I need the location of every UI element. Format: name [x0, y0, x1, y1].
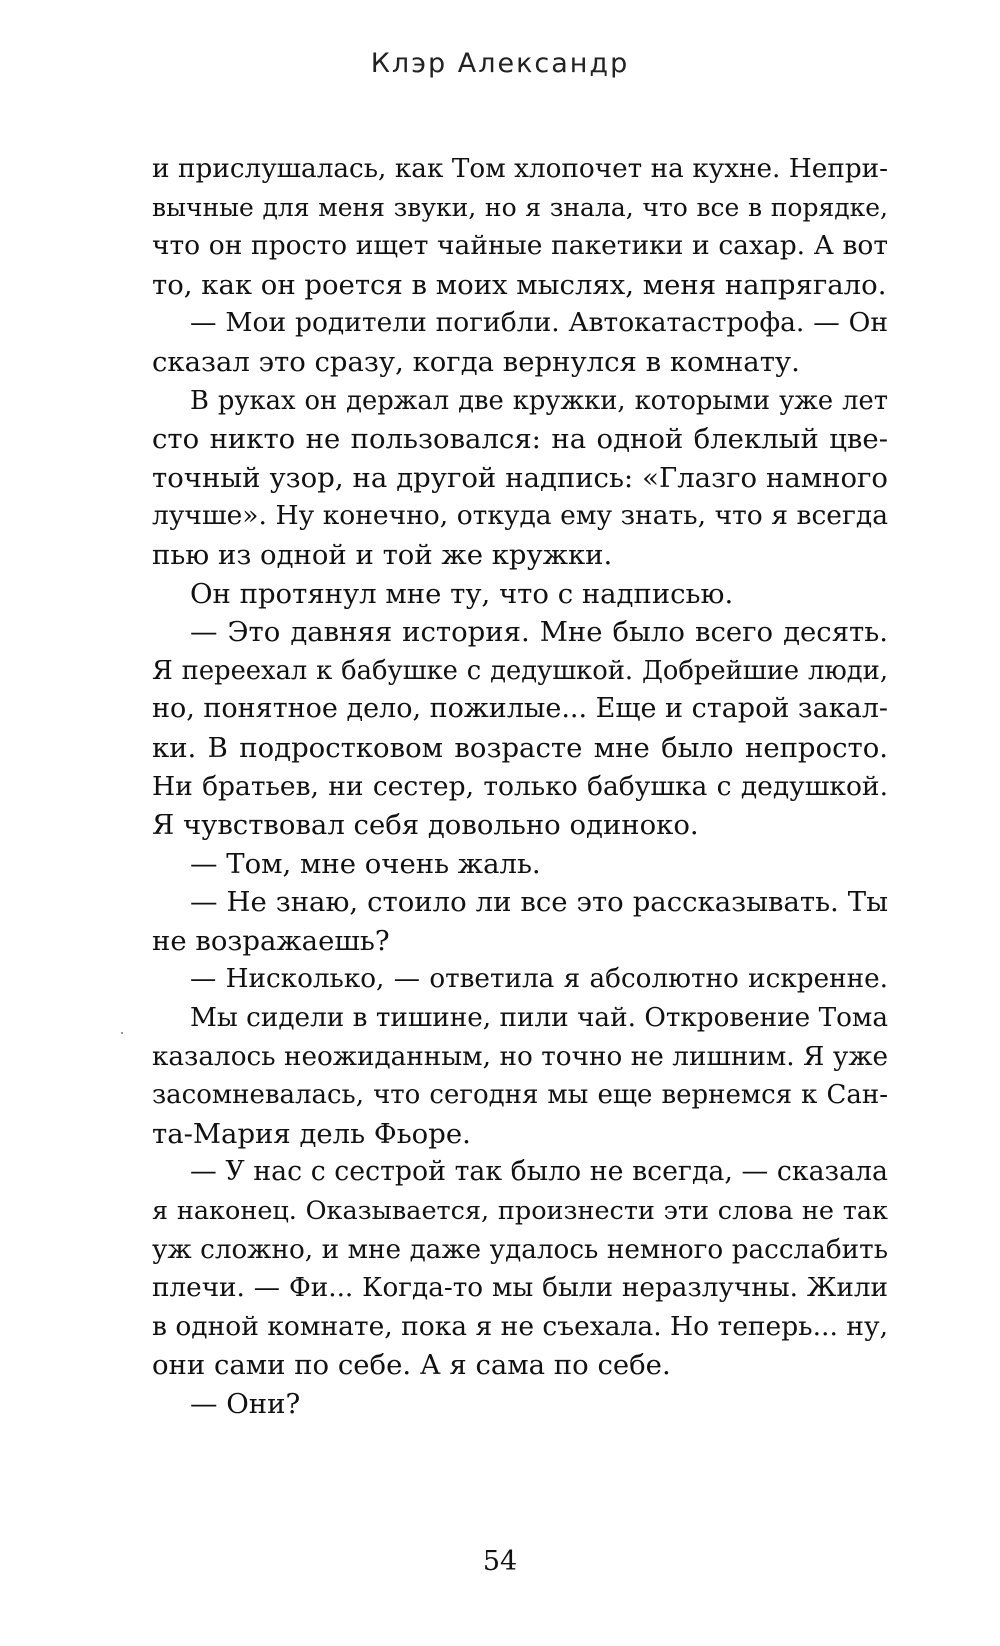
margin-speck	[121, 1032, 123, 1034]
text-line: — Том, мне очень жаль.	[190, 847, 541, 880]
text-line: уж сложно, и мне даже удалось немного расслабить	[152, 1234, 888, 1265]
text-line: плечи. — Фи... Когда-то мы были неразлучны. Жили	[152, 1273, 888, 1304]
text-line: лучше». Ну конечно, откуда ему знать, что я всегда	[152, 500, 888, 532]
text-line: — Они?	[190, 1388, 301, 1420]
text-line: но, понятное дело, пожилые... Еще и старой закал-	[152, 693, 888, 725]
text-line: они сами по себе. А я сама по себе.	[152, 1349, 671, 1382]
text-line: вычные для меня звуки, но я знала, что все в порядке,	[152, 192, 888, 222]
text-line: — Не знаю, стоило ли все это рассказывать. Ты	[190, 886, 888, 919]
running-head-author: Клэр Александр	[370, 48, 630, 79]
text-line: Я чувствовал себя довольно одиноко.	[152, 809, 699, 842]
text-line: — Это давняя история. Мне было всего десять.	[190, 616, 888, 649]
text-line: казалось неожиданным, но точно не лишним. Я уже	[152, 1041, 888, 1072]
text-line: сказал это сразу, когда вернулся в комнату.	[152, 345, 800, 378]
text-line: сто никто не пользовался: на одной блеклый цве-	[152, 423, 888, 456]
text-line: — У нас с сестрой так было не всегда, — сказала	[190, 1156, 888, 1188]
text-line: — Нисколько, — ответила я абсолютно искренне.	[190, 964, 888, 995]
text-line: то, как он роется в моих мыслях, меня напрягало.	[152, 268, 887, 301]
text-line: Мы сидели в тишине, пили чай. Откровение Тома	[190, 1003, 888, 1034]
body-text	[152, 150, 888, 1424]
text-line: пью из одной и той же кружки.	[152, 538, 613, 571]
text-line: засомневалась, что сегодня мы еще вернемся к Сан-	[152, 1080, 888, 1111]
text-line: в одной комнате, пока я не съехала. Но теперь... ну,	[152, 1310, 888, 1342]
text-line: точный узор, на другой надпись: «Глазго намного	[152, 461, 888, 494]
text-line: не возражаешь?	[152, 924, 390, 957]
text-line: что он просто ищет чайные пакетики и сахар. А вот	[152, 230, 888, 262]
text-line: ки. В подростковом возрасте мне было непросто.	[152, 731, 888, 764]
page-number: 54	[482, 1546, 518, 1577]
text-line: Он протянул мне ту, что с надписью.	[190, 577, 734, 610]
text-line: В руках он держал две кружки, которыми уже лет	[190, 385, 888, 416]
text-line: Я переехал к бабушке с дедушкой. Добрейшие люди,	[152, 655, 888, 686]
text-line: та-Мария дель Фьоре.	[152, 1117, 471, 1150]
text-line: я наконец. Оказывается, произнести эти слова не так	[152, 1196, 888, 1227]
text-line: — Мои родители погибли. Автокатастрофа. — Он	[190, 307, 888, 339]
text-line: и прислушалась, как Том хлопочет на кухне. Непри-	[152, 154, 888, 184]
text-line: Ни братьев, ни сестер, только бабушка с дедушкой.	[152, 770, 888, 802]
